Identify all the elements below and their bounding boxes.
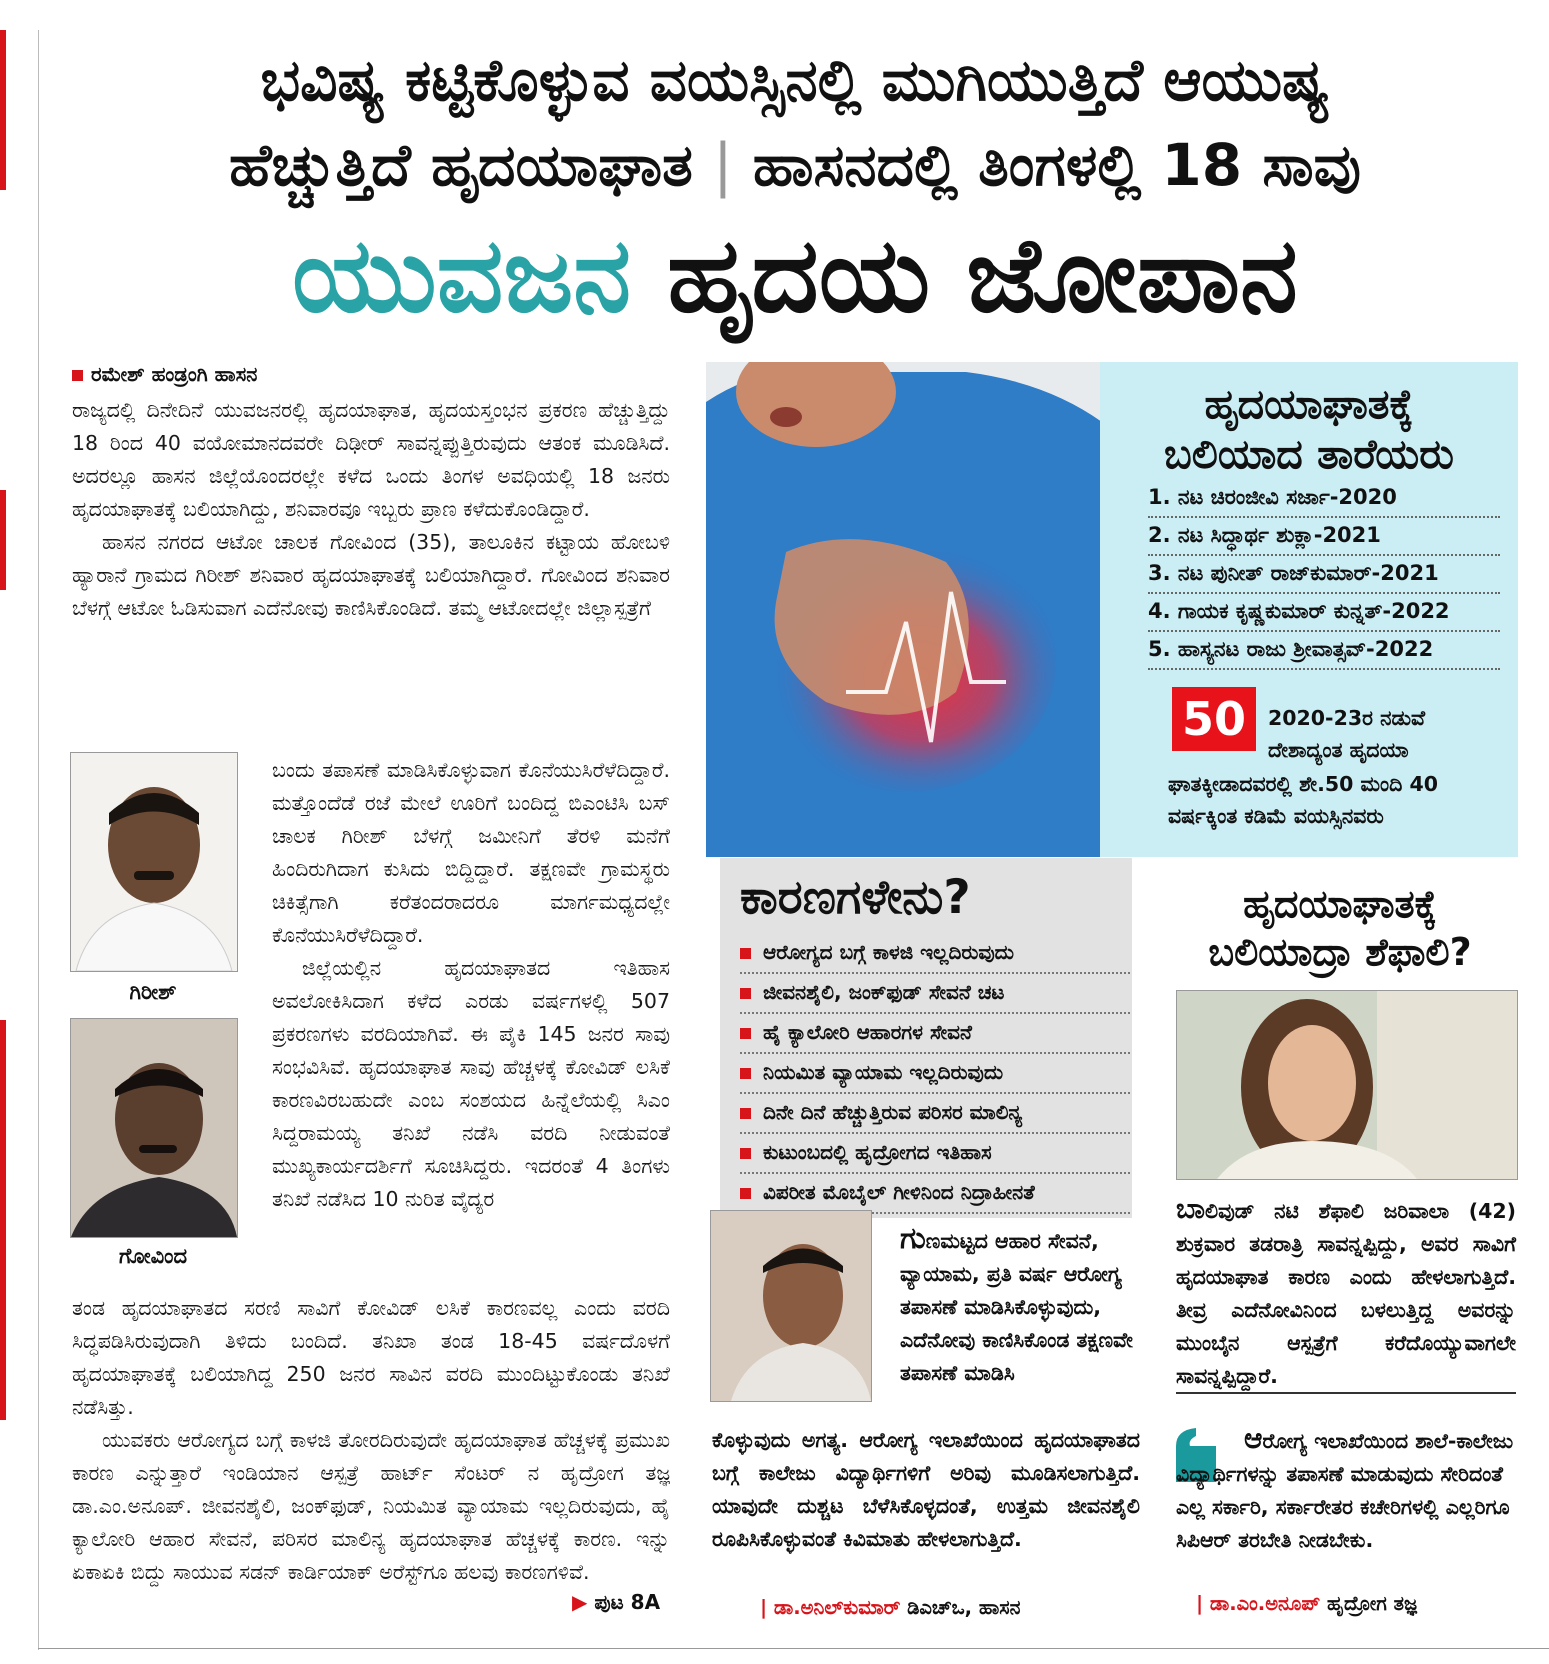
list-item: ಹೈ ಕ್ಯಾಲೋರಿ ಆಹಾರಗಳ ಸೇವನೆ bbox=[740, 1014, 1130, 1054]
stat-line: ಘಾತಕ್ಕೀಡಾದವರಲ್ಲಿ ಶೇ.50 ಮಂದಿ 40 bbox=[1168, 772, 1439, 796]
anoop-attribution: | ಡಾ.ಎಂ.ಅನೂಪ್ ಹೃದ್ರೋಗ ತಜ್ಞ bbox=[1196, 1592, 1417, 1615]
arrow-icon: ▶ bbox=[572, 1590, 588, 1614]
shefali-photo bbox=[1176, 990, 1518, 1180]
reasons-list bbox=[740, 934, 1130, 1214]
page-reference-text: ಪುಟ 8A bbox=[594, 1590, 661, 1614]
drop-cap: ಆ bbox=[1244, 1422, 1263, 1455]
govinda-photo bbox=[70, 1018, 238, 1238]
bullet-icon bbox=[740, 988, 751, 999]
doctor-quote-top bbox=[900, 1222, 1140, 1390]
stat-number: 50 bbox=[1172, 687, 1256, 751]
article-paragraph bbox=[272, 754, 670, 1216]
bullet-icon bbox=[740, 1068, 751, 1079]
headline-line2-b: ಹಾಸನದಲ್ಲಿ ತಿಂಗಳಲ್ಲಿ 18 ಸಾವು bbox=[752, 131, 1361, 199]
article-p3-cont: ತಂಡ ಹೃದಯಾಘಾತದ ಸರಣಿ ಸಾವಿಗೆ ಕೋವಿಡ್ ಲಸಿಕೆ ಕಾರಣವಲ್ಲ ಎಂದು ವರದಿ ಸಿದ್ಧಪಡಿಸಿರುವುದಾಗಿ ತಿಳಿದು ಬಂದಿದೆ. ತನಿಖಾ ತಂಡ 18-45 ವರ್ಷದೊಳಗೆ ಹೃದಯಾಘಾತಕ್ಕೆ ಬಲಿಯಾಗಿದ್ದ 250 ಜನರ ಸಾವಿನ ವರದಿ ಮುಂದಿಟ್ಟುಕೊಂಡು ತನಿಖೆ ನಡೆಸಿತ್ತು. bbox=[72, 1296, 670, 1419]
list-item: ನಿಯಮಿತ ವ್ಯಾಯಾಮ ಇಲ್ಲದಿರುವುದು bbox=[740, 1054, 1130, 1094]
article-paragraph bbox=[72, 394, 670, 625]
list-item: 2. ನಟ ಸಿದ್ಧಾರ್ಥ ಶುಕ್ಲಾ-2021 bbox=[1148, 518, 1500, 556]
list-item: 1. ನಟ ಚಿರಂಜೀವಿ ಸರ್ಜಾ-2020 bbox=[1148, 480, 1500, 518]
article-p4: ಯುವಕರು ಆರೋಗ್ಯದ ಬಗ್ಗೆ ಕಾಳಜಿ ತೋರದಿರುವುದೇ ಹೃದಯಾಘಾತ ಹೆಚ್ಚಳಕ್ಕೆ ಪ್ರಮುಖ ಕಾರಣ ಎನ್ನುತ್ತಾರೆ ಇಂಡಿಯಾನ ಆಸ್ಪತ್ರೆ ಹಾರ್ಟ್ ಸೆಂಟರ್ ನ ಹೃದ್ರೋಗ ತಜ್ಞ ಡಾ.ಎಂ.ಅನೂಪ್. ಜೀವನಶೈಲಿ, ಜಂಕ್‌ಫುಡ್, ನಿಯಮಿತ ವ್ಯಾಯಾಮ ಇಲ್ಲದಿರುವುದು, ಹೈ ಕ್ಯಾಲೋರಿ ಆಹಾರ ಸೇವನೆ, ಪರಿಸರ ಮಾಲಿನ್ಯ ಹೃದಯಾಘಾತ ಹೆಚ್ಚಳಕ್ಕೆ ಕಾರಣ. ಇನ್ನು ಏಕಾಏಕಿ ಬಿದ್ದು ಸಾಯುವ ಸಡನ್ ಕಾರ್ಡಿಯಾಕ್ ಅರೆಸ್ಟ್‌ಗೂ ಹಲವು ಕಾರಣಗಳಿವೆ. bbox=[72, 1428, 670, 1584]
bullet-icon bbox=[740, 1028, 751, 1039]
doctor-quote-text: ಣಮಟ್ಟದ ಆಹಾರ ಸೇವನೆ, ವ್ಯಾಯಾಮ, ಪ್ರತಿ ವರ್ಷ ಆರೋಗ್ಯ ತಪಾಸಣೆ ಮಾಡಿಸಿಕೊಳ್ಳುವುದು, ಎದೆನೋವು ಕಾಣಿಸಿಕೊಂಡ ತಕ್ಷಣವೇ ತಪಾಸಣೆ ಮಾಡಿಸಿ bbox=[900, 1229, 1133, 1385]
doctor-photo bbox=[710, 1210, 872, 1402]
bullet-icon bbox=[740, 1148, 751, 1159]
article-paragraph bbox=[72, 1292, 670, 1589]
portrait-illustration bbox=[1177, 991, 1517, 1179]
shefali-title-2: ಬಲಿಯಾದ್ರಾ ಶೆಫಾಲಿ? bbox=[1208, 930, 1472, 974]
infobox-title-2: ಬಲಿಯಾದ ತಾರೆಯರು bbox=[1164, 430, 1454, 478]
celebrity-list bbox=[1148, 480, 1500, 670]
stat-line: ವರ್ಷಕ್ಕಿಂತ ಕಡಿಮೆ ವಯಸ್ಸಿನವರು bbox=[1168, 804, 1384, 828]
main-headline-black: ಹೃದಯ ಜೋಪಾನ bbox=[667, 214, 1298, 336]
headline-line2 bbox=[70, 125, 1520, 205]
list-item: 3. ನಟ ಪುನೀತ್ ರಾಜ್‌ಕುಮಾರ್-2021 bbox=[1148, 556, 1500, 594]
chest-pain-illustration bbox=[706, 362, 1102, 857]
edge-marker bbox=[0, 1020, 6, 1420]
stat-line: 2020-23ರ ನಡುವೆ bbox=[1268, 706, 1426, 730]
headline-separator: | bbox=[713, 131, 733, 199]
page-bottom-rule bbox=[38, 1648, 1549, 1649]
edge-marker bbox=[0, 30, 6, 190]
shefali-text: ಬಾಲಿವುಡ್ ನಟಿ ಶೆಫಾಲಿ ಜರಿವಾಲಾ (42) ಶುಕ್ರವಾರ ತಡರಾತ್ರಿ ಸಾವನ್ನಪ್ಪಿದ್ದು, ಅವರ ಸಾವಿಗೆ ಹೃದಯಾಘಾತ ಕಾರಣ ಎಂದು ಹೇಳಲಾಗುತ್ತಿದೆ. ತೀವ್ರ ಎದೆನೋವಿನಿಂದ ಬಳಲುತ್ತಿದ್ದ ಅವರನ್ನು ಮುಂಬೈನ ಆಸ್ಪತ್ರೆಗೆ ಕರೆದೊಯ್ಯುವಾಗಲೇ ಸಾವನ್ನಪ್ಪಿದ್ದಾರೆ. bbox=[1176, 1192, 1516, 1388]
doctor-quote-bottom: ಕೊಳ್ಳುವುದು ಅಗತ್ಯ. ಆರೋಗ್ಯ ಇಲಾಖೆಯಿಂದ ಹೃದಯಾಘಾತದ ಬಗ್ಗೆ ಕಾಲೇಜು ವಿದ್ಯಾರ್ಥಿಗಳಿಗೆ ಅರಿವು ಮೂಡಿಸಲಾಗುತ್ತಿದೆ. ಯಾವುದೇ ದುಶ್ಚಟ ಬೆಳೆಸಿಕೊಳ್ಳದಂತೆ, ಉತ್ತಮ ಜೀವನಶೈಲಿ ರೂಪಿಸಿಕೊಳ್ಳುವಂತೆ ಕಿವಿಮಾತು ಹೇಳಲಾಗುತ್ತಿದೆ. bbox=[712, 1428, 1140, 1551]
section-divider bbox=[1176, 1392, 1516, 1394]
drop-cap: ಬಾ bbox=[1176, 1192, 1206, 1225]
article-p2: ಹಾಸನ ನಗರದ ಆಟೋ ಚಾಲಕ ಗೋವಿಂದ (35), ತಾಲೂಕಿನ ಕಟ್ಟಾಯ ಹೋಬಳಿ ಹ್ಯಾರಾನೆ ಗ್ರಾಮದ ಗಿರೀಶ್ ಶನಿವಾರ ಹೃದಯಾಘಾತಕ್ಕೆ ಬಲಿಯಾಗಿದ್ದಾರೆ. ಗೋವಿಂದ ಶನಿವಾರ ಬೆಳಗ್ಗೆ ಆಟೋ ಓಡಿಸುವಾಗ ಎದೆನೋವು ಕಾಣಿಸಿಕೊಂಡಿದೆ. ತಮ್ಮ ಆಟೋದಲ್ಲೇ ಜಿಲ್ಲಾಸ್ಪತ್ರೆಗೆ bbox=[72, 530, 670, 620]
headline-line1: ಭವಿಷ್ಯ ಕಟ್ಟಿಕೊಳ್ಳುವ ವಯಸ್ಸಿನಲ್ಲಿ ಮುಗಿಯುತ್ತಿದೆ ಆಯುಷ್ಯ bbox=[260, 46, 1330, 114]
infobox-title-1: ಹೃದಯಾಘಾತಕ್ಕೆ bbox=[1204, 380, 1414, 428]
doctor-attribution: | ಡಾ.ಅನಿಲ್‌ಕುಮಾರ್ ಡಿಎಚ್‌ಒ, ಹಾಸನ bbox=[760, 1596, 1021, 1619]
shefali-title-1: ಹೃದಯಾಘಾತಕ್ಕೆ bbox=[1243, 882, 1437, 926]
heart-attack-photo bbox=[706, 362, 1102, 857]
bullet-icon bbox=[740, 1188, 751, 1199]
girish-photo bbox=[70, 752, 238, 972]
page-reference bbox=[572, 1590, 660, 1614]
byline-text: ರಮೇಶ್ ಹಂಡ್ರಂಗಿ ಹಾಸನ bbox=[91, 362, 258, 386]
bullet-icon bbox=[740, 948, 751, 959]
edge-marker bbox=[0, 490, 6, 590]
list-item: ವಿಪರೀತ ಮೊಬೈಲ್ ಗೀಳಿನಿಂದ ನಿದ್ರಾಹೀನತೆ bbox=[740, 1174, 1130, 1214]
main-headline-teal: ಯುವಜನ bbox=[292, 214, 632, 336]
list-item: ಜೀವನಶೈಲಿ, ಜಂಕ್‌ಫುಡ್ ಸೇವನೆ ಚಟ bbox=[740, 974, 1130, 1014]
column-rule bbox=[38, 30, 39, 1650]
article-p3: ಜಿಲ್ಲೆಯಲ್ಲಿನ ಹೃದಯಾಘಾತದ ಇತಿಹಾಸ ಅವಲೋಕಿಸಿದಾಗ ಕಳೆದ ಎರಡು ವರ್ಷಗಳಲ್ಲಿ 507 ಪ್ರಕರಣಗಳು ವರದಿಯಾಗಿವೆ. ಈ ಪೈಕಿ 145 ಜನರ ಸಾವು ಸಂಭವಿಸಿವೆ. ಹೃದಯಾಘಾತ ಸಾವು ಹೆಚ್ಚಳಕ್ಕೆ ಕೋವಿಡ್ ಲಸಿಕೆ ಕಾರಣವಿರಬಹುದೇ ಎಂಬ ಸಂಶಯದ ಹಿನ್ನೆಲೆಯಲ್ಲಿ ಸಿಎಂ ಸಿದ್ದರಾಮಯ್ಯ ತನಿಖೆ ನಡೆಸಿ ವರದಿ ನೀಡುವಂತೆ ಮುಖ್ಯಕಾರ್ಯದರ್ಶಿಗೆ ಸೂಚಿಸಿದ್ದರು. ಇದರಂತೆ 4 ತಿಂಗಳು ತನಿಖೆ ನಡೆಸಿದ 10 ನುರಿತ ವೈದ್ಯರ bbox=[272, 956, 670, 1211]
caption-girish: ಗಿರೀಶ್ bbox=[129, 980, 177, 1004]
list-item: ಕುಟುಂಬದಲ್ಲಿ ಹೃದ್ರೋಗದ ಇತಿಹಾಸ bbox=[740, 1134, 1130, 1174]
stat-line: ದೇಶಾದ್ಯಂತ ಹೃದಯಾ bbox=[1268, 738, 1409, 762]
article-p2-cont: ಬಂದು ತಪಾಸಣೆ ಮಾಡಿಸಿಕೊಳ್ಳುವಾಗ ಕೊನೆಯುಸಿರೆಳೆದಿದ್ದಾರೆ. ಮತ್ತೊಂದೆಡೆ ರಜೆ ಮೇಲೆ ಊರಿಗೆ ಬಂದಿದ್ದ ಬಿಎಂಟಿಸಿ ಬಸ್ ಚಾಲಕ ಗಿರೀಶ್ ಬೆಳಗ್ಗೆ ಜಮೀನಿಗೆ ತೆರಳಿ ಮನೆಗೆ ಹಿಂದಿರುಗಿದಾಗ ಕುಸಿದು ಬಿದ್ದಿದ್ದಾರೆ. ತಕ್ಷಣವೇ ಗ್ರಾಮಸ್ಥರು ಚಿಕಿತ್ಸೆಗಾಗಿ ಕರೆತಂದರಾದರೂ ಮಾರ್ಗಮಧ್ಯದಲ್ಲೇ ಕೊನೆಯುಸಿರೆಳೆದಿದ್ದಾರೆ. bbox=[272, 758, 670, 947]
headline-line2-a: ಹೆಚ್ಚುತ್ತಿದೆ ಹೃದಯಾಘಾತ bbox=[229, 131, 693, 199]
list-item: ದಿನೇ ದಿನೆ ಹೆಚ್ಚುತ್ತಿರುವ ಪರಿಸರ ಮಾಲಿನ್ಯ bbox=[740, 1094, 1130, 1134]
bullet-icon bbox=[740, 1108, 751, 1119]
list-item: 4. ಗಾಯಕ ಕೃಷ್ಣಕುಮಾರ್ ಕುನ್ನತ್-2022 bbox=[1148, 594, 1500, 632]
list-item: 5. ಹಾಸ್ಯನಟ ರಾಜು ಶ್ರೀವಾತ್ಸವ್-2022 bbox=[1148, 632, 1500, 670]
article-p1: ರಾಜ್ಯದಲ್ಲಿ ದಿನೇದಿನೆ ಯುವಜನರಲ್ಲಿ ಹೃದಯಾಘಾತ, ಹೃದಯಸ್ತಂಭನ ಪ್ರಕರಣ ಹೆಚ್ಚುತ್ತಿದ್ದು 18 ರಿಂದ 40 ವಯೋಮಾನದವರೇ ದಿಢೀರ್ ಸಾವನ್ನಪ್ಪುತ್ತಿರುವುದು ಆತಂಕ ಮೂಡಿಸಿದೆ. ಅದರಲ್ಲೂ ಹಾಸನ ಜಿಲ್ಲೆಯೊಂದರಲ್ಲೇ ಕಳೆದ ಒಂದು ತಿಂಗಳ ಅವಧಿಯಲ್ಲಿ 18 ಜನರು ಹೃದಯಾಘಾತಕ್ಕೆ ಬಲಿಯಾಗಿದ್ದು, ಶನಿವಾರವೂ ಇಬ್ಬರು ಪ್ರಾಣ ಕಳೆದುಕೊಂಡಿದ್ದಾರೆ. bbox=[72, 398, 670, 521]
reasons-title: ಕಾರಣಗಳೇನು? bbox=[740, 870, 971, 925]
main-headline bbox=[70, 210, 1520, 340]
anoop-quote: ಆರೋಗ್ಯ ಇಲಾಖೆಯಿಂದ ಶಾಲೆ-ಕಾಲೇಜು ವಿದ್ಯಾರ್ಥಿಗಳನ್ನು ತಪಾಸಣೆ ಮಾಡುವುದು ಸೇರಿದಂತೆ ಎಲ್ಲ ಸರ್ಕಾರಿ, ಸರ್ಕಾರೇತರ ಕಚೇರಿಗಳಲ್ಲಿ ಎಲ್ಲರಿಗೂ ಸಿಪಿಆರ್ ತರಬೇತಿ ನೀಡಬೇಕು. bbox=[1176, 1422, 1514, 1552]
portrait-illustration bbox=[71, 753, 237, 971]
portrait-illustration bbox=[71, 1019, 237, 1237]
byline-square-icon bbox=[72, 370, 83, 381]
list-item: ಆರೋಗ್ಯದ ಬಗ್ಗೆ ಕಾಳಜಿ ಇಲ್ಲದಿರುವುದು bbox=[740, 934, 1130, 974]
portrait-illustration bbox=[711, 1211, 871, 1401]
caption-govinda: ಗೋವಿಂದ bbox=[118, 1244, 188, 1268]
drop-cap: ಗು bbox=[900, 1221, 926, 1256]
byline bbox=[72, 362, 257, 386]
